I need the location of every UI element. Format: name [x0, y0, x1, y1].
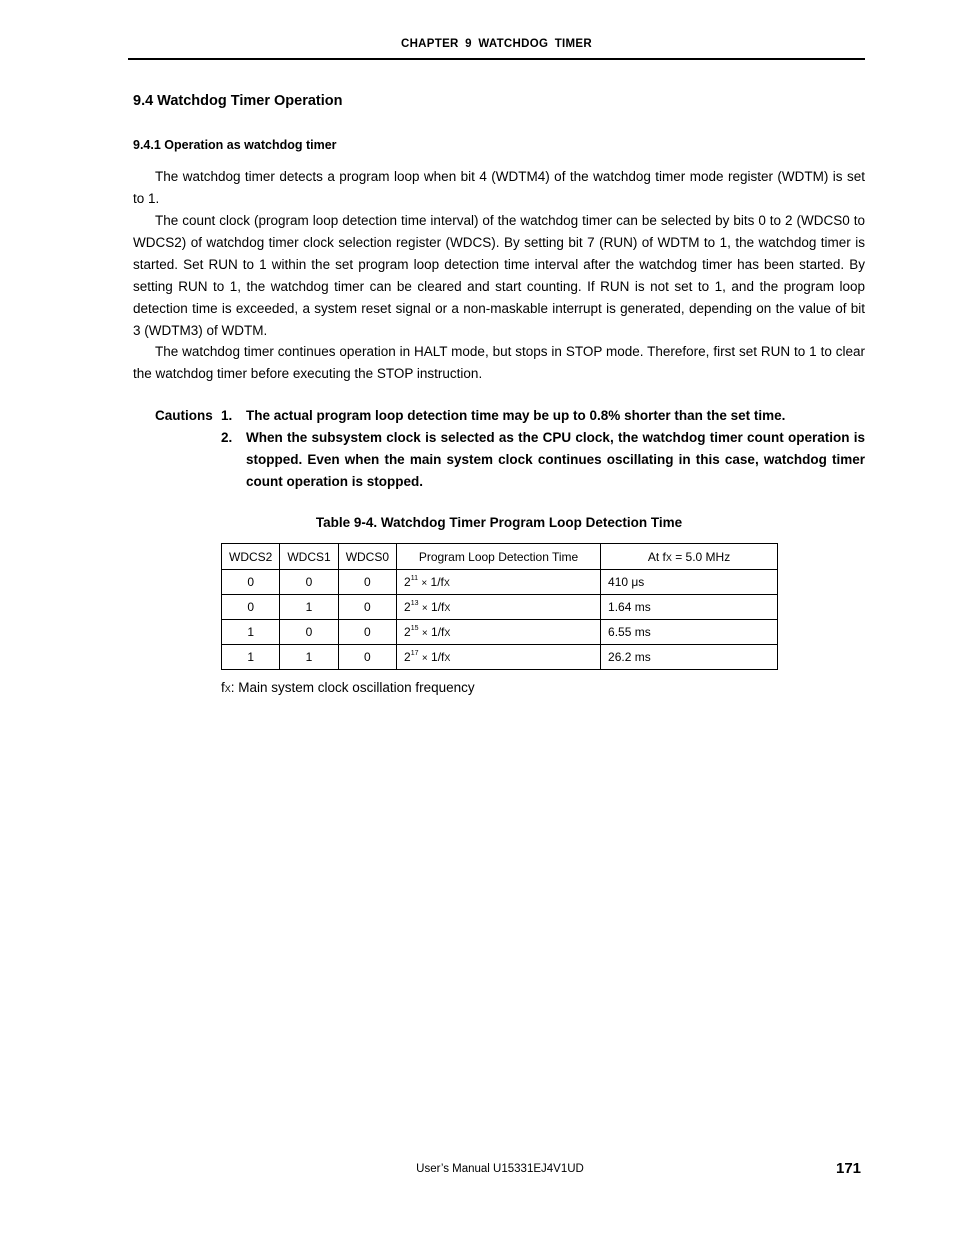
caution-text: The actual program loop detection time may be up to 0.8% shorter than the set time.: [246, 408, 786, 423]
table-row: [222, 620, 778, 645]
cell-wdcs0: 0: [338, 620, 396, 645]
cell-time-value: 26.2 ms: [601, 645, 778, 670]
cell-wdcs0: 0: [338, 570, 396, 595]
footer-manual-id: User’s Manual U15331EJ4V1UD: [416, 1163, 584, 1175]
table-header-row: [222, 544, 778, 570]
caution-item: [155, 427, 865, 493]
cell-wdcs2: 0: [222, 570, 280, 595]
chapter-title: CHAPTER 9 WATCHDOG TIMER: [400, 38, 593, 50]
page-header: [128, 36, 865, 60]
detection-time-table: [221, 543, 778, 670]
caution-item: [155, 405, 865, 427]
cell-time-value: 410 μs: [601, 570, 778, 595]
header-wdcs0: WDCS0: [338, 544, 396, 570]
cautions-label: Cautions: [155, 408, 213, 423]
cell-wdcs1: 0: [280, 620, 338, 645]
cell-wdcs0: 0: [338, 595, 396, 620]
cell-detection-time: $2^{11} \times 1/fX$: [397, 570, 601, 595]
page-number: 171: [836, 1160, 862, 1177]
cell-detection-time: $2^{13} \times 1/fX$: [397, 595, 601, 620]
cell-time-value: 6.55 ms: [601, 620, 778, 645]
cell-wdcs0: 0: [338, 645, 396, 670]
header-wdcs1: WDCS1: [280, 544, 338, 570]
table-row: [222, 570, 778, 595]
subsection-title: 9.4.1 Operation as watchdog timer: [133, 138, 337, 152]
caution-number: 1.: [221, 408, 233, 423]
cell-wdcs2: 1: [222, 620, 280, 645]
section-title: 9.4 Watchdog Timer Operation: [133, 93, 343, 109]
paragraph-1: The watchdog timer detects a program loop when bit 4 (WDTM4) of the watchdog timer mode register (WDTM) is set to 1.: [133, 169, 865, 206]
cell-detection-time: $2^{17} \times 1/fX$: [397, 645, 601, 670]
caution-text: When the subsystem clock is selected as the CPU clock, the watchdog timer count operation is stopped. Even when the main system clock continues oscillating in this case, watchdog timer count operation is stopped.: [246, 430, 865, 489]
header-wdcs2: WDCS2: [222, 544, 280, 570]
table-row: [222, 595, 778, 620]
cell-wdcs1: 0: [280, 570, 338, 595]
cautions-block: [155, 405, 865, 493]
header-detection-time: Program Loop Detection Time: [397, 544, 601, 570]
cell-wdcs2: 1: [222, 645, 280, 670]
caution-number: 2.: [221, 430, 233, 445]
cell-time-value: 1.64 ms: [601, 595, 778, 620]
table-row: [222, 645, 778, 670]
cell-wdcs1: 1: [280, 645, 338, 670]
cell-detection-time: $2^{15} \times 1/fX$: [397, 620, 601, 645]
cell-wdcs2: 0: [222, 595, 280, 620]
paragraph-3: The watchdog timer continues operation in HALT mode, but stops in STOP mode. Therefore, first set RUN to 1 to clear the watchdog timer before executing the STOP instruction.: [133, 344, 865, 381]
header-frequency: At fX = 5.0 MHz: [601, 544, 778, 570]
paragraph-2: The count clock (program loop detection time interval) of the watchdog timer can be selected by bits 0 to 2 (WDCS0 to WDCS2) of watchdog timer clock selection register (WDCS). By setting bit 7 (RUN) of WDTM to 1, the watchdog timer is started. Set RUN to 1 within the set program loop detection time interval after the watchdog timer has been started. By setting RUN to 1, the watchdog timer can be cleared and start counting. If RUN is not set to 1, and the program loop detection time is exceeded, a system reset signal or a non-maskable interrupt is generated, depending on the value of bit 3 (WDTM3) of WDTM.: [133, 213, 865, 338]
table-title: Table 9-4. Watchdog Timer Program Loop Detection Time: [315, 515, 683, 530]
cell-wdcs1: 1: [280, 595, 338, 620]
table-note: fX: Main system clock oscillation frequency: [221, 680, 475, 695]
